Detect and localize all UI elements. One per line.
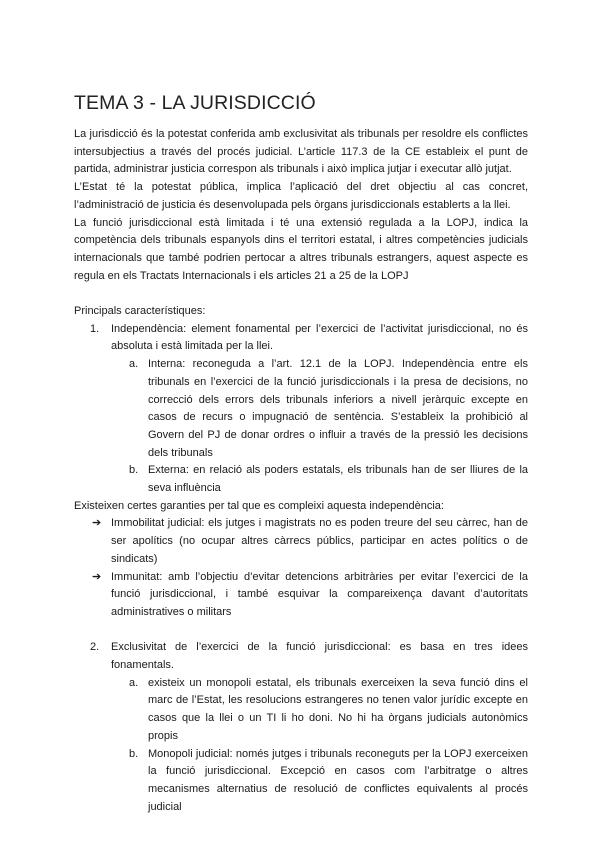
arrow-right-icon: ➔ [92, 570, 102, 583]
sublist-letter: b. [129, 747, 139, 760]
sublist-letter: a. [129, 358, 139, 371]
garanties-list [74, 515, 528, 621]
characteristics-list [74, 321, 528, 498]
list-number: 2. [90, 641, 100, 654]
sublist-item-text: Monopoli judicial: només jutges i tribunals reconeguts per la LOPJ exerceixen la funció jurisdiccional. Excepció en casos com l’arbitratge o altres mecanismes alternatius de resolució de conflictes equivalents al procés judicial [148, 747, 528, 813]
garanties-heading: Existeixen certes garanties per tal que es compleixi aquesta independència: [74, 499, 444, 512]
garantia-text: Immobilitat judicial: els jutges i magistrats no es poden treure del seu càrrec, han de ser apolítics (no ocupar altres càrrecs públics, participar en actes polítics o de sindicats) [111, 517, 528, 565]
garantia-text: Immunitat: amb l’objectiu d’evitar detencions arbitràries per evitar l’exercici de la funció jurisdiccional, i també esquivar la compareixença davant d’autoritats administratives o militars [111, 570, 528, 618]
document-page [74, 92, 528, 816]
principals-heading: Principals característiques: [74, 305, 206, 318]
sublist-item-interna [111, 356, 528, 462]
list-item-text: Independència: element fonamental per l’exercici de l’activitat jurisdiccional, no és absoluta i està limitada per la llei. [111, 322, 528, 353]
sublist-item-monopoli-judicial [111, 746, 528, 817]
sublist-item-text: existeix un monopoli estatal, els tribunals exerceixen la seva funció dins el marc de l’Estat, les resolucions estrangeres no tenen valor jurídic excepte en casos que la llei o un TI li ho doni. No hi ha òrgans judicials autonòmics propis [148, 676, 528, 742]
independence-sublist [111, 356, 528, 498]
sublist-item-text: Externa: en relació als poders estatals, els tribunals han de ser lliures de la seva influència [148, 464, 528, 495]
garantia-item-immunitat [74, 569, 528, 622]
list-item-independence [74, 321, 528, 498]
sublist-letter: a. [129, 676, 139, 689]
list-item-exclusivitat [74, 639, 528, 816]
garantia-item-immobilitat [74, 515, 528, 568]
arrow-right-icon: ➔ [92, 517, 102, 530]
intro-paragraph-2: L’Estat té la potestat pública, implica l’aplicació del dret objectiu al cas concret, l’administració de justicia és desenvolupada pels òrgans jurisdiccionals establerts a la llei. [74, 181, 528, 211]
sublist-item-monopoli-estatal [111, 675, 528, 746]
exclusivitat-sublist [111, 675, 528, 817]
sublist-letter: b. [129, 464, 139, 477]
intro-paragraph-3: La funció jurisdiccional està limitada i té una extensió regulada a la LOPJ, indica la competència dels tribunals espanyols dins el territori estatal, i altres competències judicials internacionals que també podrien pertocar a altres tribunals estrangers, aquest aspecte es regula en els Tractats Internacionals i els articles 21 a 25 de la LOPJ [74, 216, 528, 282]
list-number: 1. [90, 322, 100, 335]
intro-paragraph-1: La jurisdicció és la potestat conferida amb exclusivitat als tribunals per resoldre els conflictes intersubjectius a través del procés judicial. L’article 117.3 de la CE estableix el punt de partida, administrar justicia correspon als tribunals i això implica jutjar i executar allò jutjat. [74, 128, 528, 176]
sublist-item-text: Interna: reconeguda a l’art. 12.1 de la LOPJ. Independència entre els tribunals en l’exercici de la funció jurisdiccionals i la presa de decisions, no correcció dels errors dels tribunals inferiors a nivell jeràrquic excepte en casos de recurs o impugnació de sentència. S’estableix la prohibició al Govern del PJ de donar ordres o influir a través de la pressió les decisions dels tribunals [148, 358, 528, 459]
list-item-text: Exclusivitat de l’exercici de la funció jurisdiccional: es basa en tres idees fonamentals. [111, 641, 528, 672]
document-title: TEMA 3 - LA JURISDICCIÓ [74, 92, 316, 114]
sublist-item-externa [111, 462, 528, 497]
characteristics-list-continued [74, 639, 528, 816]
